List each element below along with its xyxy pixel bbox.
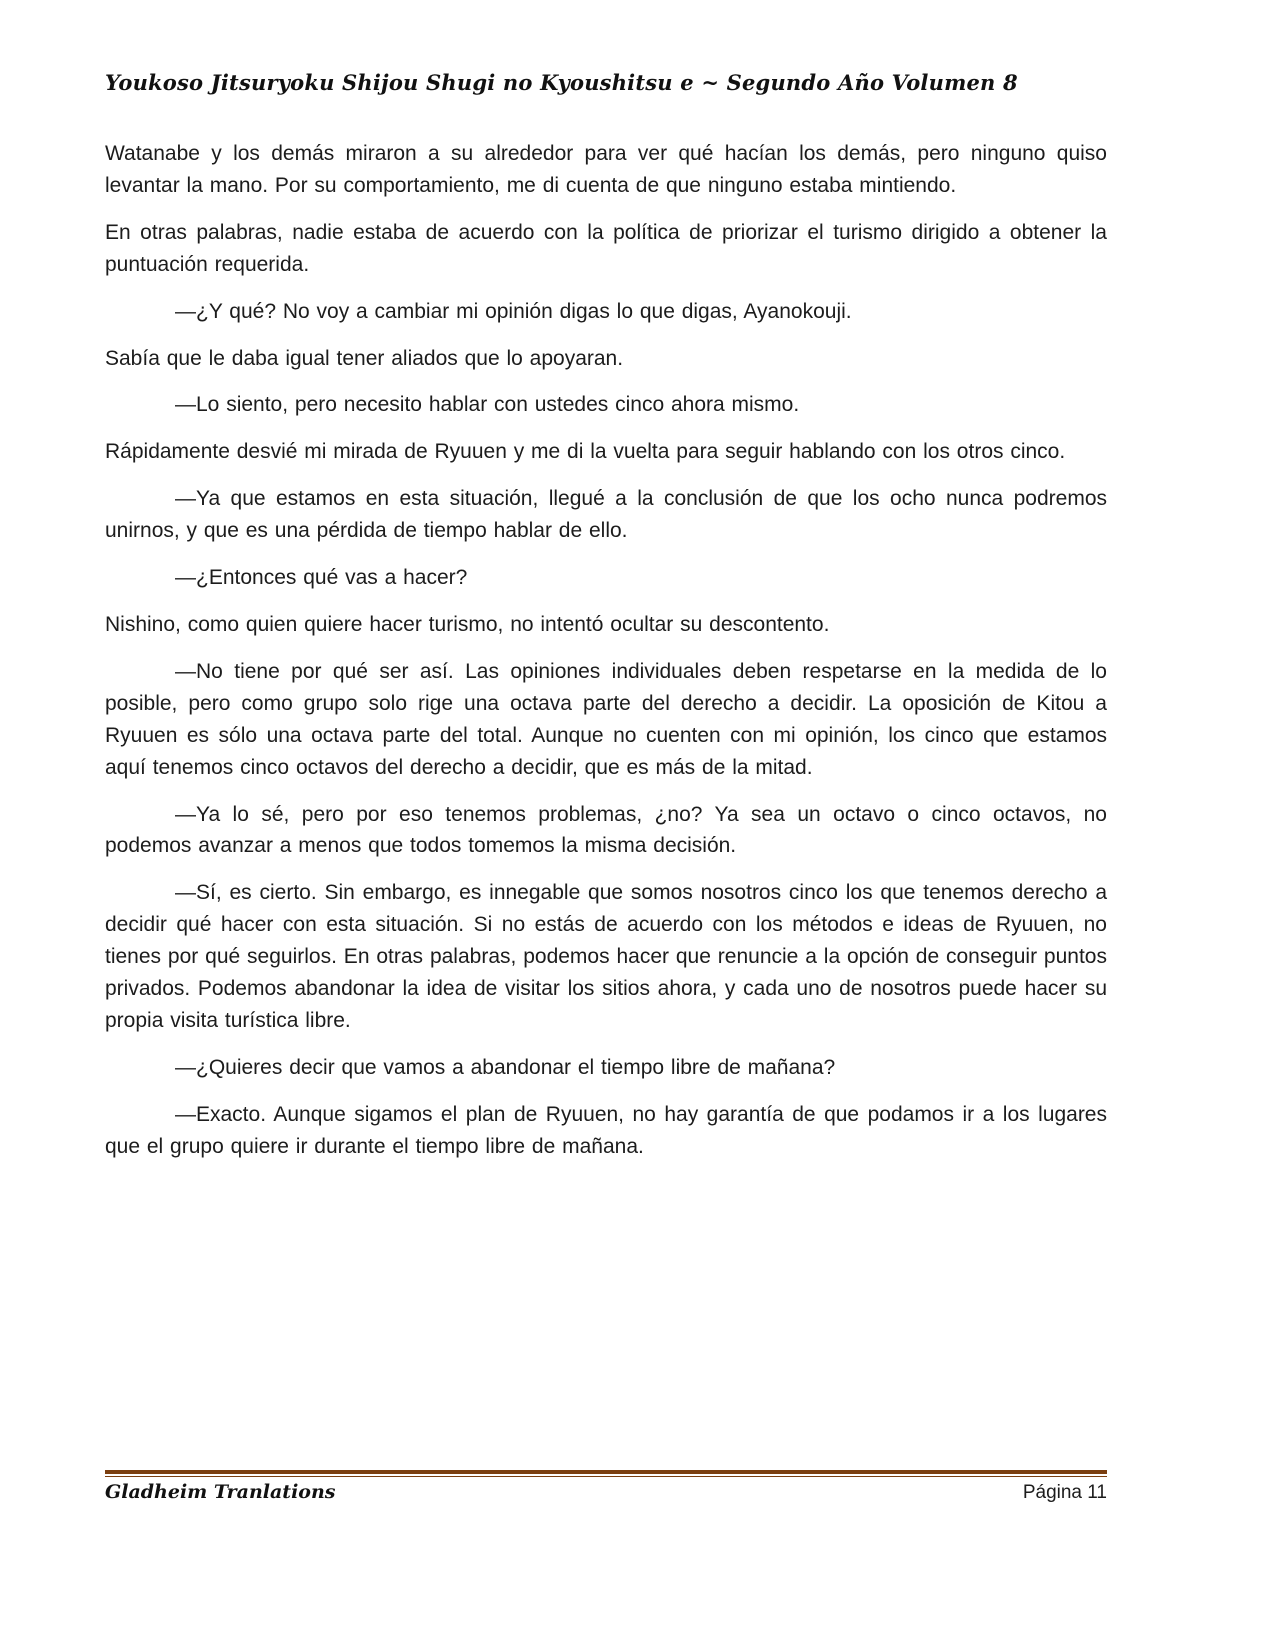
paragraph: —¿Y qué? No voy a cambiar mi opinión digas lo que digas, Ayanokouji. [175,299,852,323]
header-title: Youkoso Jitsuryoku Shijou Shugi no Kyoushitsu e ~ Segundo Año Volumen 8 [105,70,1018,95]
paragraph: —Ya que estamos en esta situación, llegué a la conclusión de que los ocho nunca podremos unirnos, y que es una pérdida de tiempo hablar de ello. [105,487,1107,543]
paragraph: Watanabe y los demás miraron a su alrededor para ver qué hacían los demás, pero ninguno quiso levantar la mano. Por su comportamiento, me di cuenta de que ninguno estaba mintiendo. [105,142,1107,197]
paragraph: —Exacto. Aunque sigamos el plan de Ryuuen, no hay garantía de que podamos ir a los lugares que el grupo quiere ir durante el tiempo libre de mañana. [105,1102,1107,1158]
page-header [105,70,1107,95]
paragraph: —Ya lo sé, pero por eso tenemos problemas, ¿no? Ya sea un octavo o cinco octavos, no podemos avanzar a menos que todos tomemos la misma decisión. [105,802,1107,858]
footer-text-row [105,1481,1107,1504]
paragraph: —Lo siento, pero necesito hablar con ustedes cinco ahora mismo. [175,393,800,417]
paragraph: —¿Quieres decir que vamos a abandonar el tiempo libre de mañana? [175,1055,836,1079]
paragraph: Rápidamente desvié mi mirada de Ryuuen y me di la vuelta para seguir hablando con los otros cinco. [105,440,1066,464]
paragraph: —No tiene por qué ser así. Las opiniones individuales deben respetarse en la medida de lo posible, pero como grupo solo rige una octava parte del derecho a decidir. La oposición de Kitou a Ryuuen es sólo una octava parte del total. Aunque no cuenten con mi opinión, los cinco que estamos aquí tenemos cinco octavos del derecho a decidir, que es más de la mitad. [105,659,1107,779]
paragraph: —¿Entonces qué vas a hacer? [175,566,468,590]
paragraph: En otras palabras, nadie estaba de acuerdo con la política de priorizar el turismo dirigido a obtener la puntuación requerida. [105,220,1107,276]
paragraph: Sabía que le daba igual tener aliados que lo apoyaran. [105,346,624,370]
document-body [105,138,1107,1178]
page-footer [105,1470,1107,1504]
translator-credit: Gladheim Tranlations [105,1481,336,1503]
page-number: Página 11 [1022,1482,1107,1503]
footer-divider [105,1470,1107,1477]
paragraph: Nishino, como quien quiere hacer turismo, no intentó ocultar su descontento. [105,612,830,636]
paragraph: —Sí, es cierto. Sin embargo, es innegable que somos nosotros cinco los que tenemos derecho a decidir qué hacer con esta situación. Si no estás de acuerdo con los métodos e ideas de Ryuuen, no tienes por qué seguirlos. En otras palabras, podemos hacer que renuncie a la opción de conseguir puntos privados. Podemos abandonar la idea de visitar los sitios ahora, y cada uno de nosotros puede hacer su propia visita turística libre. [105,881,1107,1032]
